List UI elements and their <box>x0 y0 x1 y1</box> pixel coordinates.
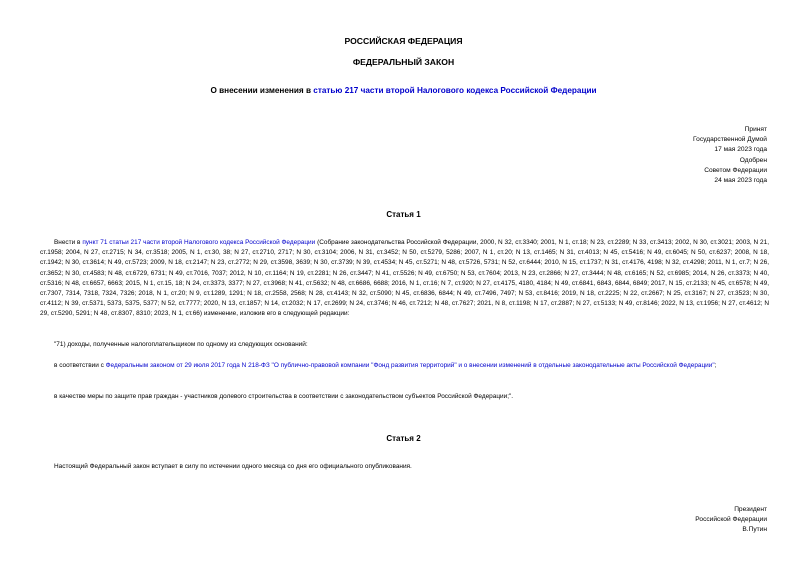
main-prefix: Внести в <box>54 239 83 246</box>
adoption-date: 17 мая 2023 года <box>714 146 767 154</box>
law-type-heading: ФЕДЕРАЛЬНЫЙ ЗАКОН <box>352 57 455 67</box>
article-2-heading: Статья 2 <box>386 434 421 443</box>
federal-law-link[interactable]: Федеральным законом от 29 июля 2017 года N 218-ФЗ "О публично-правовой компании "Фонд развития территорий" и о внесении изменений в отдельные законодательные акты Российской Федерации" <box>105 362 715 369</box>
adoption-block <box>693 125 767 186</box>
signature-title: Российской Федерации <box>695 516 767 524</box>
article-1-heading: Статья 1 <box>386 210 421 219</box>
law-title-link[interactable]: статью 217 части второй Налогового кодекса Российской Федерации <box>313 86 597 95</box>
adoption-line: Государственной Думой <box>693 136 767 144</box>
law-title <box>0 86 807 95</box>
tax-code-link[interactable]: пункт 71 статьи 217 части второй Налогового кодекса Российской Федерации <box>82 239 316 246</box>
adoption-line: Принят <box>744 126 767 133</box>
signature-block <box>695 505 767 536</box>
fed-prefix: в соответствии с <box>54 362 106 369</box>
signature-title: Президент <box>734 506 767 513</box>
measure-paragraph: в качестве меры по защите прав граждан - участников долевого строительства в соответствии с законодательством субъектов Российской Федерации;". <box>54 393 514 400</box>
item-71-paragraph: "71) доходы, полученные налогоплательщиком по одному из следующих оснований: <box>54 341 308 348</box>
approval-line: Советом Федерации <box>704 166 767 174</box>
law-title-prefix: О внесении изменения в <box>210 86 314 95</box>
article-1-main-paragraph <box>40 238 769 320</box>
federal-law-paragraph <box>40 361 769 371</box>
fed-suffix: ; <box>714 362 717 369</box>
signature-name: В.Путин <box>742 526 767 534</box>
main-rest: (Собрание законодательства Российской Федерации, 2000, N 32, ст.3340; 2001, N 1, ст.18; N 23, ст.2289; N 33, ст.3413; 2002, N 30, ст.3021; 2003, N 21, ст.1958; 2004, N 27, ст.2715; N 34, ст.3518; 2005, N 1, ст.30, 38; N 27, ст.2710, 2717; N 30, ст.3104; 2006, N 31, ст.3452; N 50, ст.5279, 5286; 2007, N 1, ст.20; N 13, ст.1465; N 31, ст.4013; N 45, ст.5416; N 49, ст.6045; N 50, ст.6237; 2008, N 18, ст.1942; N 30, ст.3614; N 49, ст.5723; 2009, N 18, ст.2147; N 23, ст.2772; N 29, ст.3598, 3639; N 30, ст.3739; N 39, ст.4534; N 45, ст.5271; N 48, ст.5726, 5731; N 52, ст.6444; 2010, N 15, ст.1737; N 31, ст.4176, 4198; N 32, ст.4298; 2011, N 1, ст.7; N 26, ст.3652; N 30, ст.4583; N 48, ст.6729, 6731; N 49, ст.7016, 7037; 2012, N 10, ст.1164; N 19, ст.2281; N 26, ст.3447; N 41, ст.5526; N 49, ст.6750; N 53, ст.7604; 2013, N 23, ст.2866; N 27, ст.3444; N 48, ст.6165; N 52, ст.6985; 2014, N 26, ст.3373; N 40, ст.5316; N 48, ст.6657, 6663; 2015, N 1, ст.15, 18; N 24, ст.3373, 3377; N 27, ст.3968; N 41, ст.5632; N 48, ст.6686, 6688; 2016, N 1, ст.16; N 7, ст.920; N 27, ст.4175, 4180, 4184; N 49, ст.6841, 6843, 6844, 6849; 2017, N 15, ст.2133; N 45, ст.6578; N 49, ст.7307, 7314, 7318, 7324, 7326; 2018, N 1, ст.20; N 9, ст.1289, 1291; N 18, ст.2558, 2568; N 28, ст.4143; N 32, ст.5090; N 45, ст.6836, 6844; N 49, ст.7496, 7497; N 53, ст.8416; 2019, N 18, ст.2225; N 22, ст.2667; N 25, ст.3167; N 27, ст.3523; N 30, ст.4112; N 39, ст.5371, 5373, 5375, 5377; N 52, ст.7777; 2020, N 13, ст.1857; N 14, ст.2032; N 17, ст.2699; N 24, ст.3746; N 46, ст.7212; N 48, ст.7627; 2021, N 8, ст.1198; N 17, ст.2887; N 27, ст.5133; N 49, ст.8146; 2022, N 13, ст.1956; N 27, ст.4612; N 29, ст.5290, 5291; N 48, ст.8307, 8310; 2023, N 1, ст.66) изменение, изложив его в следующей редакции: <box>40 239 769 318</box>
approval-line: Одобрен <box>739 156 767 164</box>
federation-heading: РОССИЙСКАЯ ФЕДЕРАЦИЯ <box>344 36 463 46</box>
article-2-paragraph: Настоящий Федеральный закон вступает в силу по истечении одного месяца со дня его официального опубликования. <box>54 463 412 470</box>
approval-date: 24 мая 2023 года <box>714 177 767 185</box>
